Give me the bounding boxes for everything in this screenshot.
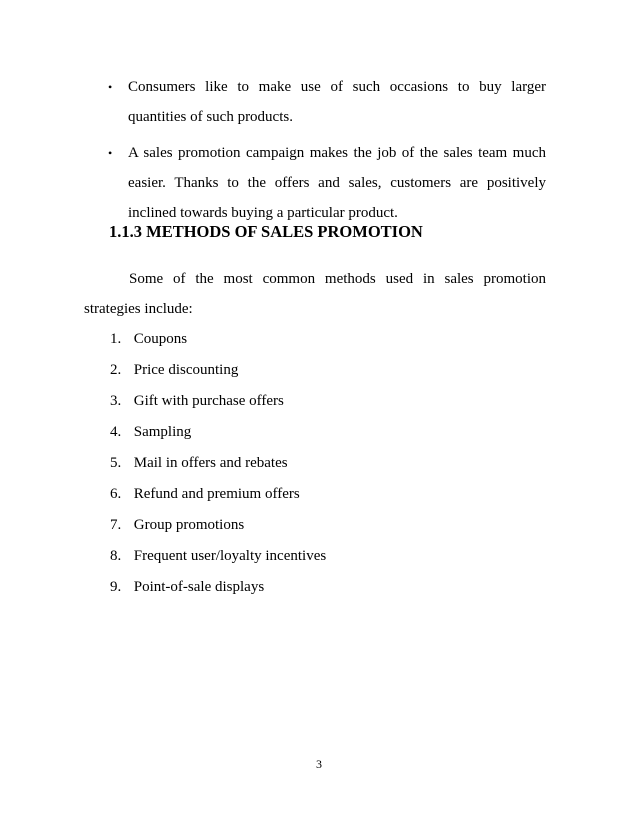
list-item-text: Refund and premium offers [133, 486, 300, 502]
list-item-number: 1. [110, 331, 122, 347]
list-item-number: 6. [110, 486, 122, 502]
page-number: 3 [316, 757, 322, 771]
methods-numbered-list [110, 327, 326, 606]
list-item-text: Sampling [133, 424, 192, 440]
bullet-item [108, 138, 546, 228]
benefits-bullet-list [108, 72, 546, 234]
list-item-text: Gift with purchase offers [133, 393, 284, 409]
list-item-text: Point-of-sale displays [133, 579, 265, 595]
list-item [110, 544, 326, 575]
list-item-number: 3. [110, 393, 122, 409]
list-item-number: 9. [110, 579, 122, 595]
list-item-text: Group promotions [133, 517, 245, 533]
section-heading: 1.1.3 METHODS OF SALES PROMOTION [109, 222, 423, 241]
list-item-number: 5. [110, 455, 122, 471]
bullet-text: Consumers like to make use of such occasions to buy larger quantities of such products. [128, 79, 546, 125]
list-item-text: Mail in offers and rebates [133, 455, 288, 471]
list-item [110, 575, 326, 606]
section-intro-paragraph: Some of the most common methods used in sales promotion strategies include: [84, 271, 546, 317]
bullet-dot: • [108, 146, 113, 160]
list-item [110, 451, 326, 482]
list-item [110, 513, 326, 544]
bullet-text: A sales promotion campaign makes the job of the sales team much easier. Thanks to the offers and sales, customers are positively inclined towards buying a particular product. [128, 145, 546, 221]
list-item-number: 4. [110, 424, 122, 440]
list-item [110, 327, 326, 358]
list-item [110, 389, 326, 420]
list-item-text: Frequent user/loyalty incentives [133, 548, 327, 564]
bullet-dot: • [108, 80, 113, 94]
list-item [110, 482, 326, 513]
list-item-number: 2. [110, 362, 122, 378]
bullet-item [108, 72, 546, 132]
list-item-number: 8. [110, 548, 122, 564]
list-item-text: Price discounting [133, 362, 239, 378]
list-item [110, 420, 326, 451]
list-item [110, 358, 326, 389]
list-item-text: Coupons [133, 331, 188, 347]
list-item-number: 7. [110, 517, 122, 533]
